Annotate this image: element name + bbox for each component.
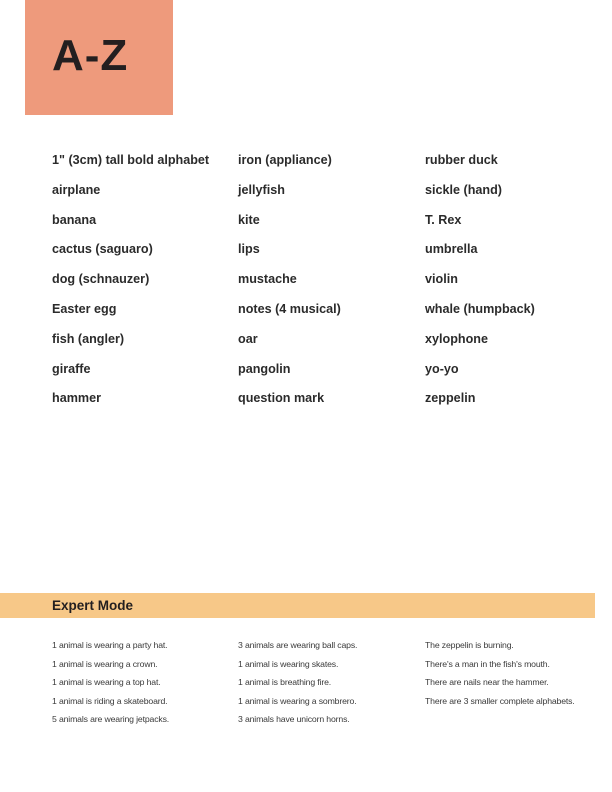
expert-item: The zeppelin is burning. (425, 640, 514, 650)
list-item: 1" (3cm) tall bold alphabet (52, 153, 210, 167)
expert-item: 1 animal is riding a skateboard. (52, 695, 168, 706)
expert-item: 1 animal is wearing a sombrero. (238, 695, 357, 706)
list-item: pangolin (238, 361, 291, 376)
list-item: giraffe (52, 361, 91, 376)
list-item: hammer (52, 391, 101, 406)
list-item: Easter egg (52, 301, 117, 316)
expert-item: 1 animal is wearing a crown. (52, 658, 158, 669)
list-item: jellyfish (238, 182, 285, 197)
list-item: mustache (238, 272, 297, 287)
expert-list-column-3 (425, 639, 575, 713)
list-item: dog (schnauzer) (52, 272, 150, 287)
expert-item: 5 animals are wearing jetpacks. (52, 714, 170, 725)
expert-item: 1 animal is breathing fire. (238, 677, 332, 688)
list-item: violin (425, 272, 458, 287)
list-item: notes (4 musical) (238, 301, 341, 316)
list-item: banana (52, 212, 97, 227)
list-item: yo-yo (425, 361, 459, 376)
expert-item: There are 3 smaller complete alphabets. (425, 695, 575, 706)
expert-item: 1 animal is wearing a top hat. (52, 677, 161, 688)
list-item: lips (238, 242, 260, 257)
item-list-column-3 (425, 152, 535, 420)
expert-list-column-1 (52, 639, 169, 732)
expert-item: 1 animal is wearing a party hat. (52, 640, 168, 650)
expert-item: 1 animal is wearing skates. (238, 658, 339, 669)
list-item: cactus (saguaro) (52, 242, 153, 257)
expert-item: 3 animals are wearing ball caps. (238, 640, 358, 650)
list-item: kite (238, 212, 260, 227)
list-item: xylophone (425, 331, 488, 346)
page-title: A-Z (52, 31, 129, 80)
list-item: oar (238, 331, 258, 346)
list-item: airplane (52, 182, 101, 197)
item-list-column-1 (52, 152, 209, 420)
list-item: zeppelin (425, 391, 476, 406)
expert-item: 3 animals have unicorn horns. (238, 714, 350, 725)
list-item: sickle (hand) (425, 182, 502, 197)
list-item: whale (humpback) (425, 301, 535, 316)
expert-item: There are nails near the hammer. (425, 677, 549, 688)
item-list-column-2 (238, 152, 341, 420)
list-item: umbrella (425, 242, 478, 257)
title-block (25, 0, 173, 115)
list-item: rubber duck (425, 153, 498, 167)
expert-item: There's a man in the fish's mouth. (425, 658, 550, 669)
expert-mode-title: Expert Mode (52, 598, 134, 613)
list-item: T. Rex (425, 212, 462, 227)
list-item: question mark (238, 391, 325, 406)
expert-mode-header (0, 593, 595, 618)
list-item: iron (appliance) (238, 153, 332, 167)
list-item: fish (angler) (52, 331, 125, 346)
expert-list-column-2 (238, 639, 357, 732)
